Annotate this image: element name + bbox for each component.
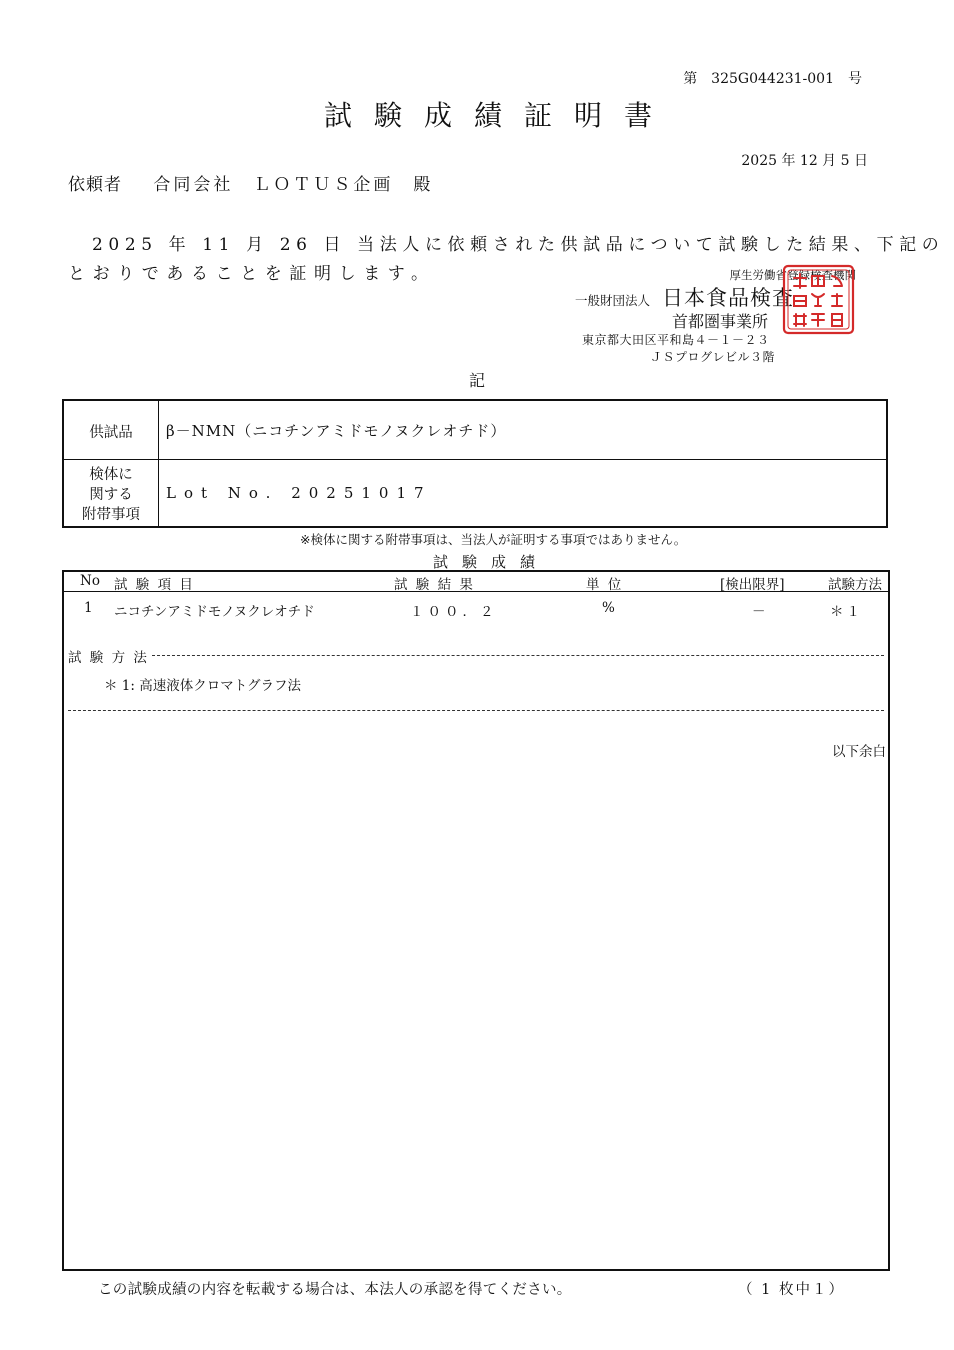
- row-divider: [64, 459, 886, 460]
- issuer-org-name: 日本食品検査: [662, 286, 794, 310]
- ki-label: 記: [468, 371, 485, 390]
- header-limit: [検出限界]: [720, 577, 785, 593]
- sample-label: 供試品: [89, 425, 133, 441]
- header-method: 試験方法: [828, 577, 882, 593]
- row-unit: %: [602, 600, 615, 616]
- statement-line-1: 2025 年 11 月 26 日 当法人に依頼された供試品について試験した結果、下記の: [92, 235, 945, 255]
- specimen-label: [64, 465, 158, 525]
- row-item: ニコチンアミドモノヌクレオチド: [114, 604, 315, 620]
- requester-name: 合同会社 ＬＯＴＵＳ企画 殿: [153, 175, 434, 195]
- footer-notice: この試験成績の内容を転載する場合は、本法人の承認を得てください。: [98, 1282, 572, 1298]
- column-divider: [158, 401, 159, 526]
- specimen-note: ※検体に関する附帯事項は、当法人が証明する事項ではありません。: [300, 532, 687, 547]
- row-no: 1: [84, 600, 93, 616]
- methods-label: 試 験 方 法: [68, 650, 149, 666]
- sample-value: β－NMN（ニコチンアミドモノヌクレオチド）: [166, 422, 507, 440]
- specimen-label-line: 附帯事項: [82, 507, 140, 523]
- row-result: １００．２: [410, 604, 498, 620]
- method-item: ＊ 1: 高速液体クロマトグラフ法: [104, 678, 301, 694]
- issuer-address: 東京都大田区平和島４－１－２３: [582, 333, 770, 347]
- certificate-number: 第 325G044231-001 号: [683, 71, 862, 87]
- official-seal: [782, 264, 855, 335]
- issuer-org-type: 一般財団法人: [575, 293, 651, 308]
- page-count: （ 1 枚中１）: [738, 1282, 845, 1298]
- results-table: [62, 570, 890, 1271]
- issuer-branch: 首都圏事業所: [672, 312, 769, 331]
- statement-line-2: とおりであることを証明します。: [68, 264, 436, 284]
- header-unit: 単 位: [586, 577, 624, 593]
- header-result: 試 験 結 果: [394, 577, 475, 593]
- specimen-value: Lot No. 20251017: [166, 484, 432, 502]
- specimen-label-line: 検体に: [89, 467, 133, 483]
- row-method: ＊１: [830, 604, 863, 620]
- sample-info-table: [62, 399, 888, 528]
- issue-date: 2025 年 12 月 5 日: [741, 153, 868, 169]
- results-title: 試験成績: [432, 553, 549, 571]
- end-mark: 以下余白: [832, 744, 886, 760]
- requester-label: 依頼者: [68, 175, 122, 195]
- issuer-registration: 厚生労働省登録検査機関: [729, 268, 856, 282]
- methods-end-dashed-line: [68, 710, 884, 711]
- header-item: 試 験 項 目: [114, 577, 195, 593]
- document-title: 試験成績証明書: [323, 99, 674, 132]
- specimen-label-line: 関する: [89, 487, 133, 503]
- issuer-building: ＪＳプログレビル３階: [650, 350, 776, 364]
- header-no: No: [80, 573, 100, 589]
- row-limit: －: [752, 604, 766, 620]
- methods-dashed-line: [152, 655, 884, 656]
- requester: [68, 170, 433, 195]
